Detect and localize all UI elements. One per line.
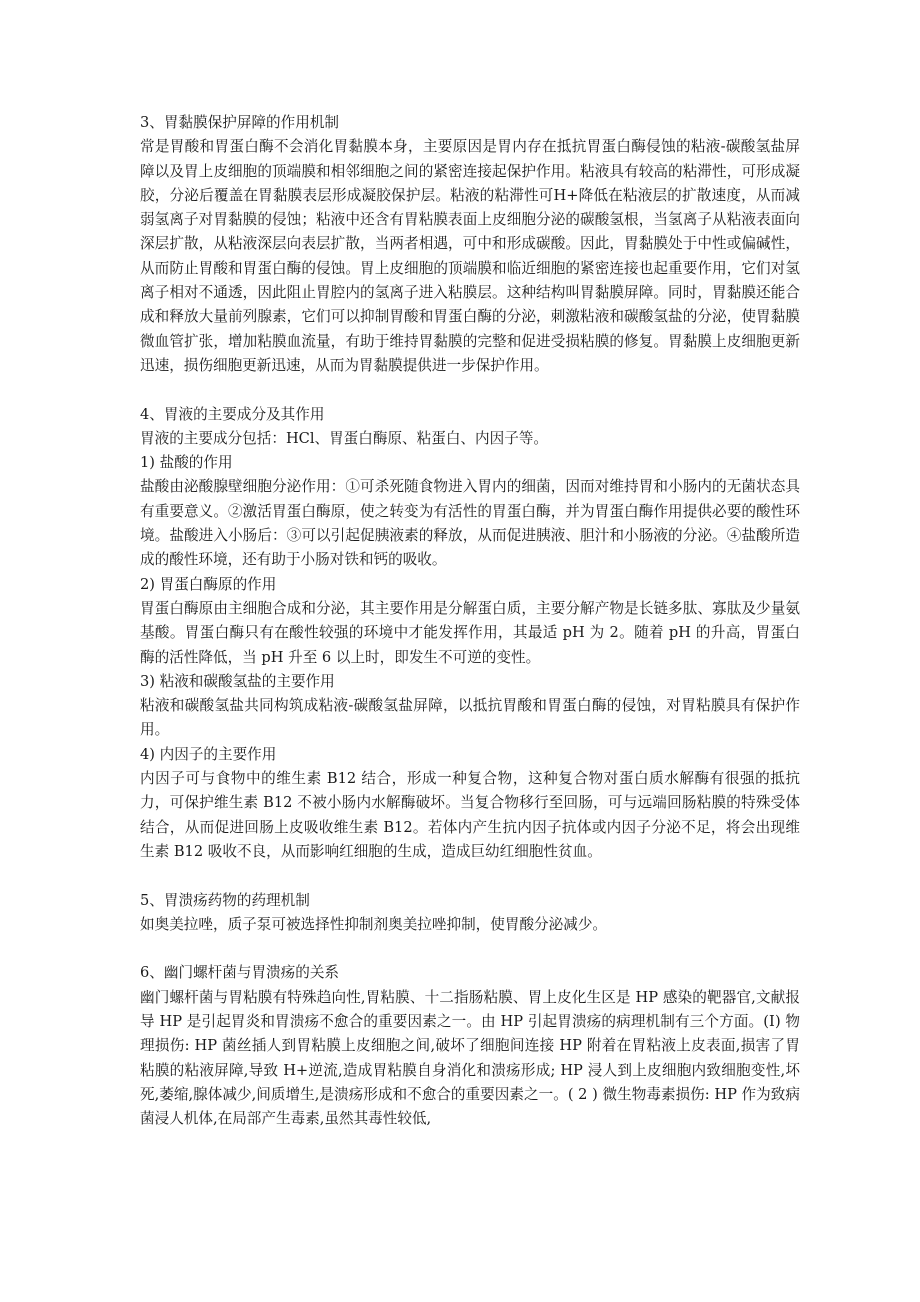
section-gap — [140, 864, 800, 888]
section-4-heading: 4、胃液的主要成分及其作用 — [140, 405, 325, 423]
document-page — [140, 111, 800, 1131]
section-6-body: 幽门螺杆菌与胃粘膜有特殊趋向性,胃粘膜、十二指肠粘膜、胃上皮化生区是 HP 感染的靶器官,文献报导 HP 是引起胃炎和胃溃疡不愈合的重要因素之一。由 HP 引起胃溃疡的病理机制有三个方面。(Ⅰ) 物理损伤: HP 菌丝插人到胃粘膜上皮细胞之间,破坏了细胞间连接 HP 附着在胃粘液上皮表面,损害了胃粘膜的粘液屏障,导致 H+逆流,造成胃粘膜自身消化和溃疡形成; HP 浸人到上皮细胞内致细胞变性,坏死,萎缩,腺体减少,间质增生,是溃疡形成和不愈合的重要因素之一。( 2 ) 微生物毒素损伤: HP 作为致病菌浸人机体,在局部产生毒素,虽然其毒性较低, — [140, 988, 800, 1128]
section-gap — [140, 937, 800, 961]
section-5-body: 如奥美拉唑，质子泵可被选择性抑制剂奥美拉唑抑制，使胃酸分泌减少。 — [140, 915, 608, 933]
section-4-item-1-body: 盐酸由泌酸腺壁细胞分泌作用：①可杀死随食物进入胃内的细菌，因而对维持胃和小肠内的无菌状态具有重要意义。②激活胃蛋白酶原，使之转变为有活性的胃蛋白酶，并为胃蛋白酶作用提供必要的酸性环境。盐酸进入小肠后：③可以引起促胰液素的释放，从而促进胰液、胆汁和小肠液的分泌。④盐酸所造成的酸性环境，还有助于小肠对铁和钙的吸收。 — [140, 478, 800, 569]
section-4-item-4-title: 4) 内因子的主要作用 — [140, 745, 277, 763]
section-4-item-3-title: 3) 粘液和碳酸氢盐的主要作用 — [140, 672, 335, 690]
section-4-item-4-body: 内因子可与食物中的维生素 B12 结合，形成一种复合物，这种复合物对蛋白质水解酶有很强的抵抗力，可保护维生素 B12 不被小肠内水解酶破坏。当复合物移行至回肠，可与远端回肠粘膜的特殊受体结合，从而促进回肠上皮吸收维生素 B12。若体内产生抗内因子抗体或内因子分泌不足，将会出现维生素 B12 吸收不良，从而影响红细胞的生成，造成巨幼红细胞性贫血。 — [140, 770, 800, 860]
section-4-intro: 胃液的主要成分包括：HCl、胃蛋白酶原、粘蛋白、内因子等。 — [140, 429, 549, 447]
section-3-heading: 3、胃黏膜保护屏障的作用机制 — [140, 114, 340, 131]
section-6-heading: 6、幽门螺杆菌与胃溃疡的关系 — [140, 964, 340, 982]
section-4-item-1-title: 1) 盐酸的作用 — [140, 454, 233, 472]
section-4-item-3-body: 粘液和碳酸氢盐共同构筑成粘液-碳酸氢盐屏障，以抵抗胃酸和胃蛋白酶的侵蚀，对胃粘膜具有保护作用。 — [140, 697, 800, 739]
section-5-heading: 5、胃溃疡药物的药理机制 — [140, 891, 310, 909]
section-3-body: 常是胃酸和胃蛋白酶不会消化胃黏膜本身，主要原因是胃内存在抵抗胃蛋白酶侵蚀的粘液-碳酸氢盐屏障以及胃上皮细胞的顶端膜和相邻细胞之间的紧密连接起保护作用。粘液具有较高的粘滞性，可形成凝胶，分泌后覆盖在胃黏膜表层形成凝胶保护层。粘液的粘滞性可H+降低在粘液层的扩散速度，从而减弱氢离子对胃黏膜的侵蚀；粘液中还含有胃粘膜表面上皮细胞分泌的碳酸氢根，当氢离子从粘液表面向深层扩散，从粘液深层向表层扩散，当两者相遇，可中和形成碳酸。因此，胃黏膜处于中性或偏碱性，从而防止胃酸和胃蛋白酶的侵蚀。胃上皮细胞的顶端膜和临近细胞的紧密连接也起重要作用，它们对氢离子相对不通透，因此阻止胃腔内的氢离子进入粘膜层。这种结构叫胃黏膜屏障。同时，胃黏膜还能合成和释放大量前列腺素，它们可以抑制胃酸和胃蛋白酶的分泌，刺激粘液和碳酸氢盐的分泌，使胃黏膜微血管扩张，增加粘膜血流量，有助于维持胃黏膜的完整和促进受损粘膜的修复。胃黏膜上皮细胞更新迅速，损伤细胞更新迅速，从而为胃黏膜提供进一步保护作用。 — [140, 138, 800, 374]
section-4-item-2-body: 胃蛋白酶原由主细胞合成和分泌，其主要作用是分解蛋白质，主要分解产物是长链多肽、寡肽及少量氨基酸。胃蛋白酶只有在酸性较强的环境中才能发挥作用，其最适 pH 为 2。随着 pH 的升高，胃蛋白酶的活性降低，当 pH 升至 6 以上时，即发生不可逆的变性。 — [140, 599, 800, 666]
section-gap — [140, 378, 800, 402]
section-4-item-2-title: 2) 胃蛋白酶原的作用 — [140, 575, 277, 593]
